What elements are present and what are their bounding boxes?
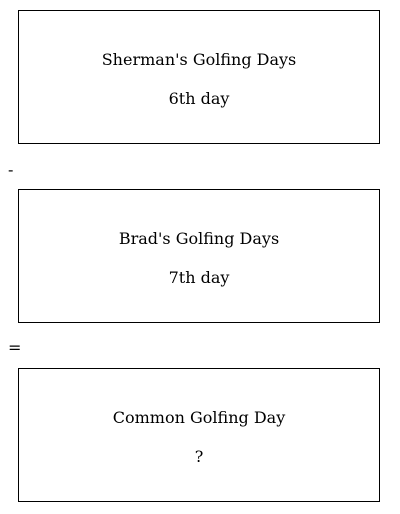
box-value: ? [194,447,204,466]
common-golfing-day-box [18,368,380,502]
box-title: Brad's Golfing Days [118,229,280,248]
box-value: 7th day [168,268,230,287]
equals-operator: = [8,338,22,357]
box-value: 6th day [168,89,230,108]
brad-golfing-days-box [18,189,380,323]
box-title: Sherman's Golfing Days [101,50,297,69]
box-title: Common Golfing Day [112,408,286,427]
sherman-golfing-days-box [18,10,380,144]
minus-operator: - [8,160,14,179]
